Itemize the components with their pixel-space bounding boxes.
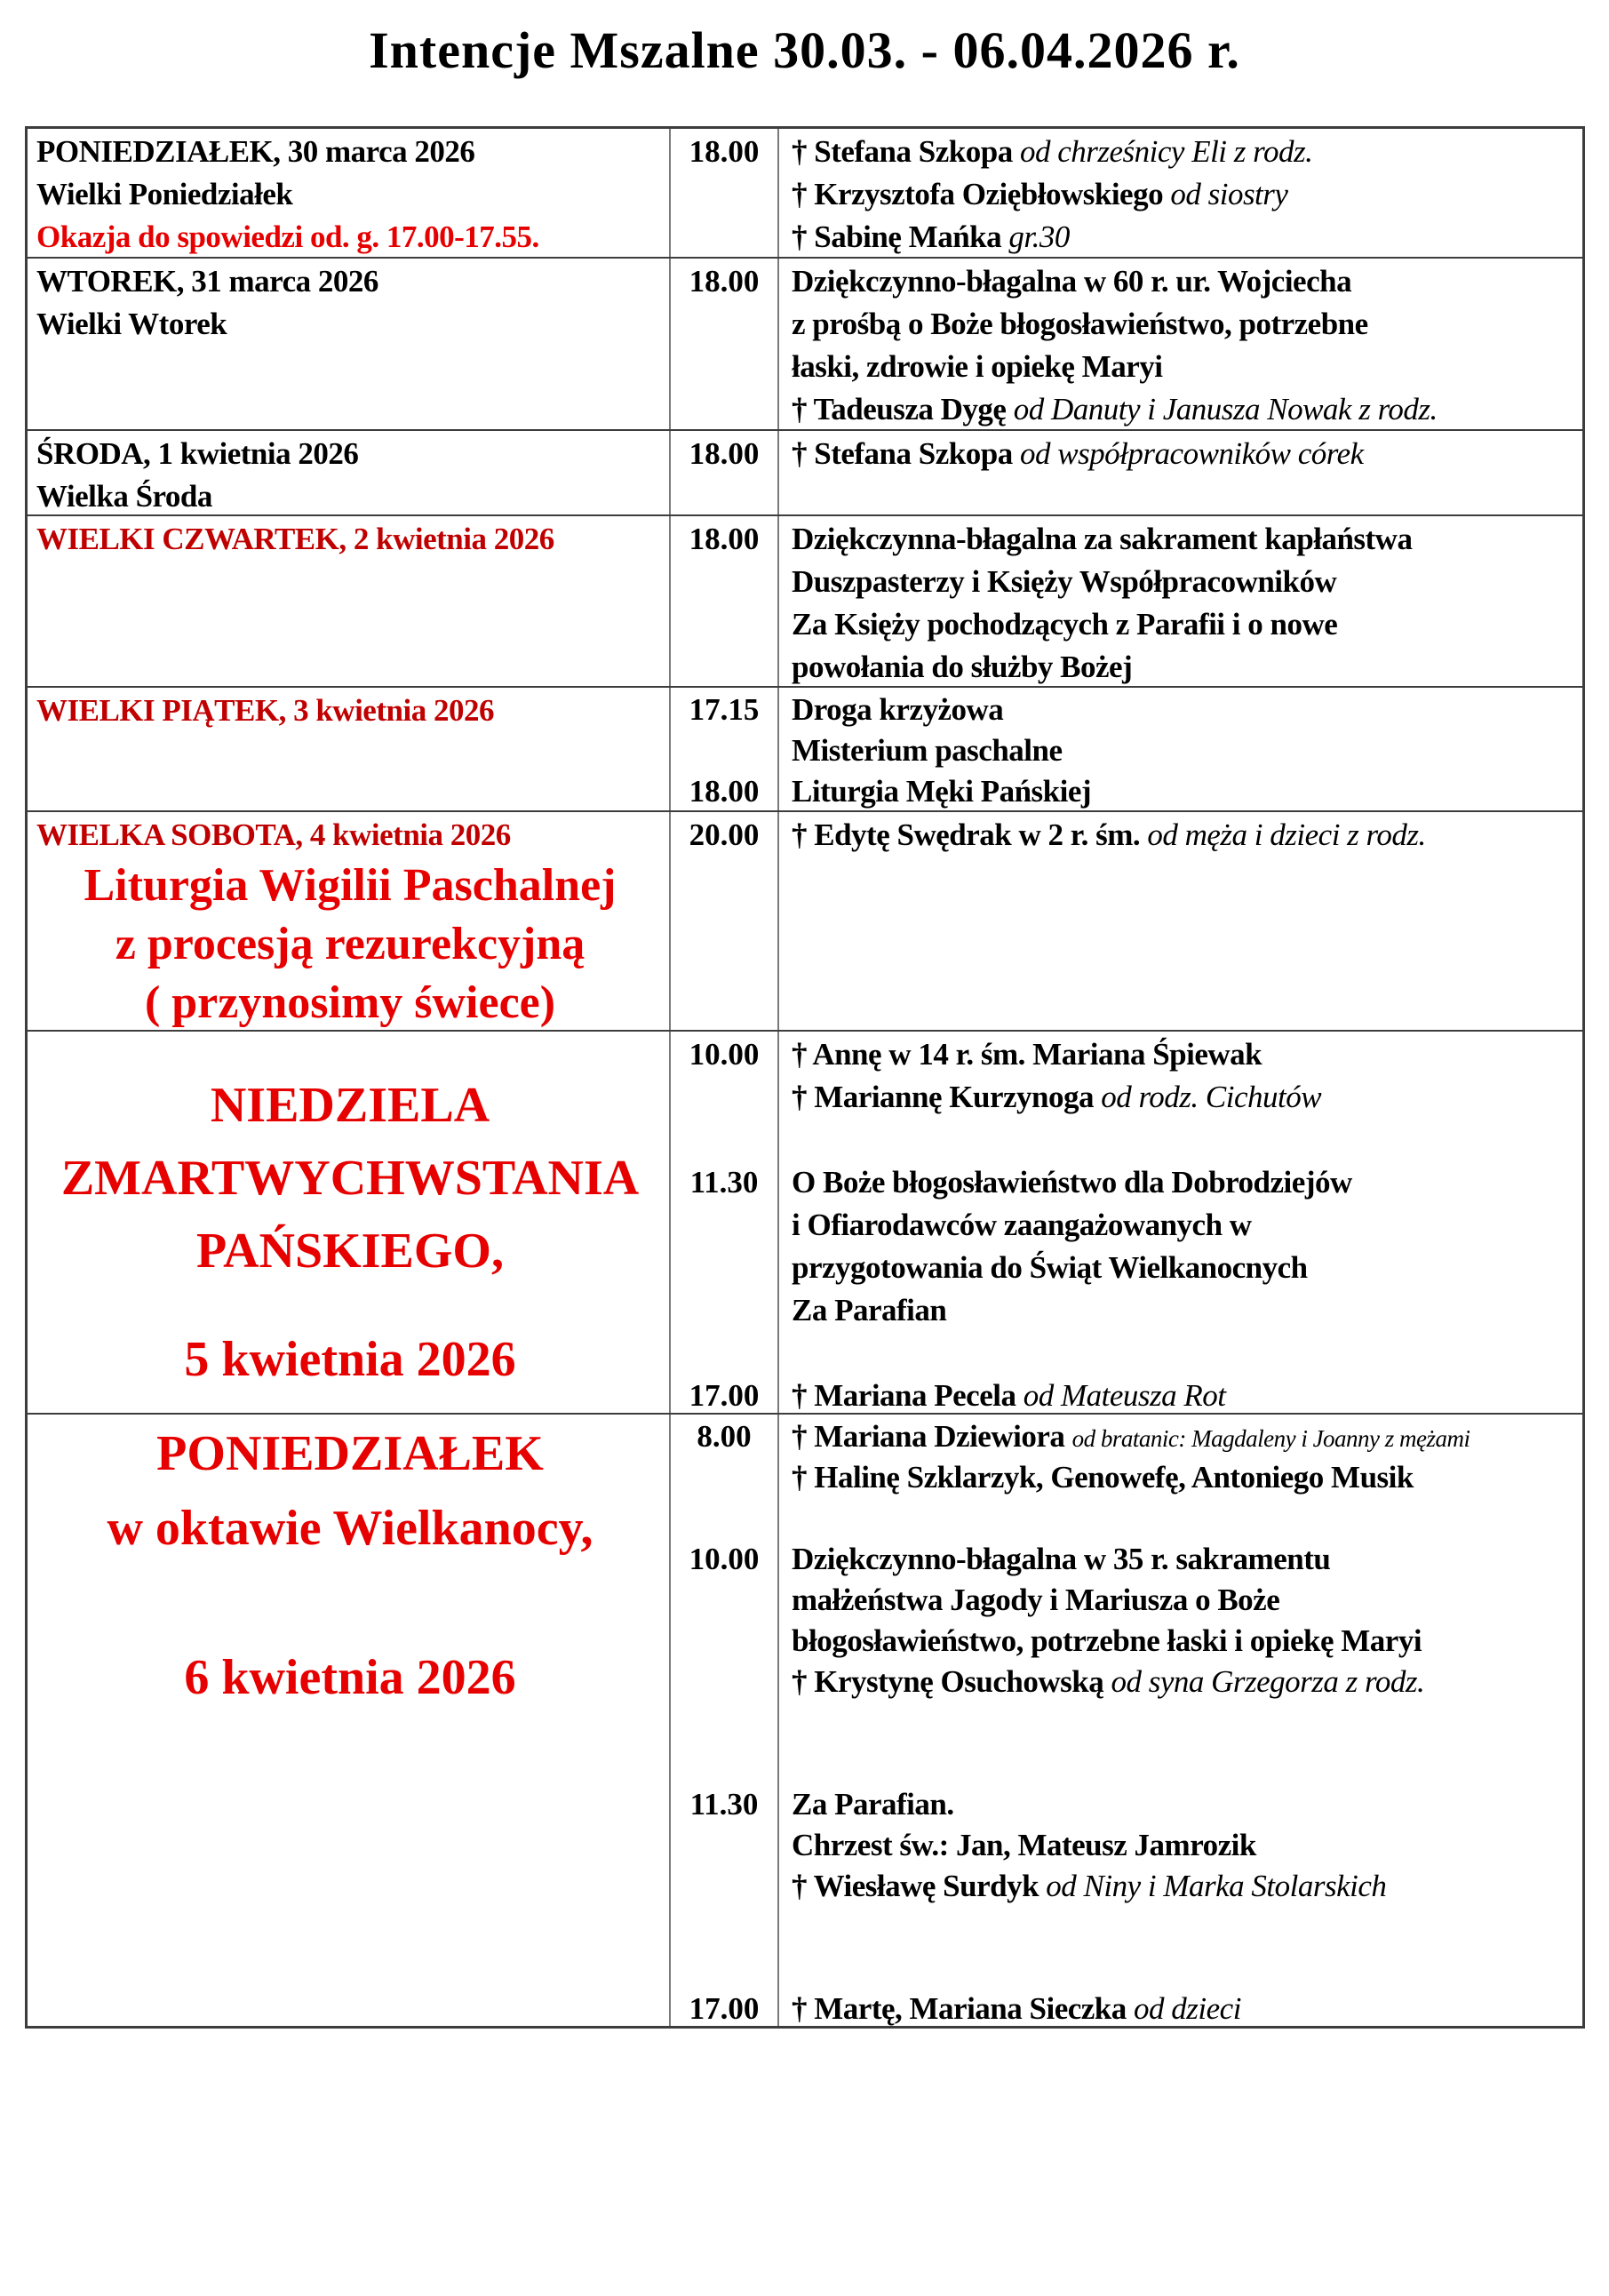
day-line: Wielki Wtorek: [36, 307, 227, 341]
blank-line: [671, 1204, 777, 1247]
day-line: WIELKA SOBOTA, 4 kwietnia 2026: [36, 817, 511, 852]
intention-text: † Tadeusza Dygę: [792, 392, 1014, 427]
intention-line: [792, 346, 1575, 388]
table-row-holy-saturday: [28, 810, 1582, 1030]
table-row-easter-sunday: [28, 1030, 1582, 1413]
intention-line: [792, 1204, 1575, 1247]
day-line: 5 kwietnia 2026: [184, 1332, 516, 1387]
mass-time: 17.15: [689, 692, 760, 727]
intentions-easter-sunday: [779, 1032, 1582, 1413]
mass-time: 18.00: [689, 264, 760, 299]
intention-text: Misterium paschalne: [792, 733, 1063, 768]
intention-text: † Mariannę Kurzynoga: [792, 1080, 1102, 1114]
document-page: [0, 21, 1609, 2296]
blank-line: [671, 1247, 777, 1289]
day-line: WIELKI PIĄTEK, 3 kwietnia 2026: [36, 693, 494, 728]
blank-line: [671, 388, 777, 429]
time-column-holy-tuesday: [671, 259, 779, 429]
mass-time: 18.00: [689, 774, 760, 809]
intention-line: [792, 1416, 1575, 1457]
time-column-easter-sunday: [671, 1032, 779, 1413]
intention-text: od męża i dzieci z rodz.: [1147, 817, 1426, 852]
intention-text: od rodz. Cichutów: [1101, 1080, 1322, 1114]
table-row-good-friday: [28, 686, 1582, 810]
intentions-holy-thursday: [779, 516, 1582, 686]
intentions-holy-saturday: [779, 812, 1582, 1030]
blank-line: [671, 603, 777, 646]
intention-line: [792, 1161, 1575, 1204]
blank-line: [792, 1702, 1575, 1743]
day-line: [36, 1566, 664, 1640]
blank-line: [671, 730, 777, 771]
day-cell-good-friday: [28, 688, 671, 810]
blank-line: [671, 173, 777, 216]
intention-line: [792, 690, 1575, 730]
mass-time: 11.30: [689, 1165, 759, 1200]
blank-line: [671, 1498, 777, 1539]
intention-text: † Krystynę Osuchowską: [792, 1664, 1111, 1699]
day-line: WIELKI CZWARTEK, 2 kwietnia 2026: [36, 522, 554, 556]
intention-text: z prośbą o Boże błogosławieństwo, potrzebne: [792, 307, 1368, 341]
mass-time: 20.00: [689, 817, 760, 852]
intention-text: Dziękczynno-błagalna w 35 r. sakramentu: [792, 1542, 1331, 1576]
mass-time: 17.00: [689, 1378, 760, 1413]
intention-text: błogosławieństwo, potrzebne łaski i opiekę Maryi: [792, 1623, 1422, 1658]
intention-line: [792, 1247, 1575, 1289]
day-line: z procesją rezurekcyjną: [115, 919, 585, 969]
intention-text: i Ofiarodawców zaangażowanych w: [792, 1208, 1252, 1242]
day-line: Okazja do spowiedzi od. g. 17.00-17.55.: [36, 219, 539, 254]
blank-line: [671, 1621, 777, 1662]
blank-line: [671, 1702, 777, 1743]
blank-line: [671, 1907, 777, 1948]
blank-line: [671, 561, 777, 603]
day-cell-easter-sunday: [28, 1032, 671, 1413]
intention-text: powołania do służby Bożej: [792, 650, 1133, 684]
intention-line: [792, 1539, 1575, 1580]
blank-line: [671, 1457, 777, 1498]
intention-line: [792, 561, 1575, 603]
day-line: WTOREK, 31 marca 2026: [36, 264, 378, 299]
blank-line: [671, 1289, 777, 1332]
time-column-holy-monday: [671, 129, 779, 257]
mass-time: 18.00: [689, 134, 760, 169]
intention-line: [792, 1825, 1575, 1866]
day-line: Wielki Poniedziałek: [36, 177, 293, 211]
intention-line: [792, 260, 1575, 303]
blank-line: [792, 1948, 1575, 1989]
intention-line: [792, 1033, 1575, 1076]
mass-time: 8.00: [697, 1419, 752, 1454]
intention-text: Liturgia Męki Pańskiej: [792, 774, 1092, 809]
intention-text: † Halinę Szklarzyk, Genowefę, Antoniego Musik: [792, 1460, 1414, 1495]
blank-line: [792, 1498, 1575, 1539]
blank-line: [671, 1332, 777, 1375]
intentions-good-friday: [779, 688, 1582, 810]
intention-line: [792, 433, 1575, 475]
intention-line: [792, 1621, 1575, 1662]
blank-line: [792, 1119, 1575, 1161]
intention-text: O Boże błogosławieństwo dla Dobrodziejów: [792, 1165, 1352, 1200]
mass-time: 17.00: [689, 1991, 760, 2026]
day-line: PONIEDZIAŁEK, 30 marca 2026: [36, 134, 475, 169]
intention-line: [792, 1457, 1575, 1498]
mass-time: 18.00: [689, 436, 760, 471]
intention-text: gr.30: [1008, 219, 1070, 254]
intention-text: przygotowania do Świąt Wielkanocnych: [792, 1250, 1308, 1285]
blank-line: [671, 303, 777, 346]
intention-line: [792, 730, 1575, 771]
table-row-holy-monday: [28, 129, 1582, 257]
blank-line: [671, 346, 777, 388]
intention-text: małżeństwa Jagody i Mariusza o Boże: [792, 1582, 1280, 1617]
intention-text: od siostry: [1170, 177, 1288, 211]
intentions-holy-wednesday: [779, 431, 1582, 514]
mass-time: 10.00: [689, 1542, 760, 1576]
intention-text: † Mariana Pecela: [792, 1378, 1024, 1413]
intentions-easter-monday: [779, 1415, 1582, 2026]
table-row-holy-thursday: [28, 514, 1582, 686]
day-line: [36, 1288, 664, 1323]
blank-line: [792, 1907, 1575, 1948]
day-cell-holy-saturday: [28, 812, 671, 1030]
day-line: ŚRODA, 1 kwietnia 2026: [36, 436, 359, 471]
intention-text: † Sabinę Mańka: [792, 219, 1009, 254]
intention-text: Dziękczynno-błagalna w 60 r. ur. Wojciecha: [792, 264, 1352, 299]
day-line: ZMARTWYCHWSTANIA: [60, 1151, 640, 1206]
intention-line: [792, 1580, 1575, 1621]
intention-text: † Stefana Szkopa: [792, 134, 1020, 169]
day-line: PONIEDZIAŁEK: [156, 1426, 544, 1481]
day-line: NIEDZIELA: [210, 1078, 490, 1133]
intention-line: [792, 1375, 1575, 1413]
mass-time: 11.30: [689, 1787, 759, 1822]
blank-line: [671, 1866, 777, 1907]
intention-text: Za Księży pochodzących z Parafii i o nowe: [792, 607, 1338, 642]
mass-time: 10.00: [689, 1037, 760, 1072]
blank-line: [671, 1119, 777, 1161]
intention-line: [792, 216, 1575, 257]
intention-line: [792, 1662, 1575, 1702]
intention-line: [792, 1866, 1575, 1907]
intention-line: [792, 1989, 1575, 2026]
day-line: PAŃSKIEGO,: [196, 1224, 504, 1279]
blank-line: [671, 1825, 777, 1866]
intention-text: † Annę w 14 r. śm. Mariana Śpiewak: [792, 1037, 1263, 1072]
mass-time: 18.00: [689, 522, 760, 556]
intention-text: od Mateusza Rot: [1023, 1378, 1226, 1413]
intention-line: [792, 1784, 1575, 1825]
blank-line: [671, 1743, 777, 1784]
day-line: Wielka Środa: [36, 479, 212, 514]
time-column-holy-thursday: [671, 516, 779, 686]
mass-intentions-table: [25, 126, 1585, 2029]
blank-line: [671, 1662, 777, 1702]
day-cell-holy-thursday: [28, 516, 671, 686]
intention-text: Chrzest św.: Jan, Mateusz Jamrozik: [792, 1828, 1256, 1862]
intention-text: Duszpasterzy i Księży Współpracowników: [792, 564, 1337, 599]
page-title: Intencje Mszalne 30.03. - 06.04.2026 r.: [369, 21, 1240, 79]
intention-text: † Martę, Mariana Sieczka: [792, 1991, 1135, 2026]
intention-text: od chrześnicy Eli z rodz.: [1019, 134, 1313, 169]
intention-line: [792, 173, 1575, 216]
intention-text: Za Parafian: [792, 1293, 947, 1327]
intention-text: od bratanic: Magdaleny i Joanny z mężami: [1071, 1425, 1470, 1452]
time-column-holy-saturday: [671, 812, 779, 1030]
intention-line: [792, 303, 1575, 346]
table-row-holy-wednesday: [28, 429, 1582, 514]
day-cell-easter-monday: [28, 1415, 671, 2026]
day-line: [36, 1033, 664, 1069]
intentions-holy-tuesday: [779, 259, 1582, 429]
time-column-good-friday: [671, 688, 779, 810]
intention-text: † Stefana Szkopa: [792, 436, 1020, 471]
blank-line: [671, 216, 777, 257]
intention-line: [792, 1289, 1575, 1332]
intentions-holy-monday: [779, 129, 1582, 257]
intention-text: łaski, zdrowie i opiekę Maryi: [792, 349, 1163, 384]
day-cell-holy-monday: [28, 129, 671, 257]
intention-line: [792, 131, 1575, 173]
blank-line: [671, 646, 777, 686]
day-line: Liturgia Wigilii Paschalnej: [84, 860, 617, 911]
table-row-holy-tuesday: [28, 257, 1582, 429]
intention-text: † Mariana Dziewiora: [792, 1419, 1072, 1454]
intention-text: od Danuty i Janusza Nowak z rodz.: [1013, 392, 1438, 427]
intention-text: Za Parafian.: [792, 1787, 954, 1822]
time-column-easter-monday: [671, 1415, 779, 2026]
intention-text: Dziękczynna-błagalna za sakrament kapłaństwa: [792, 522, 1413, 556]
intention-text: od dzieci: [1134, 1991, 1241, 2026]
blank-line: [792, 1743, 1575, 1784]
intention-line: [792, 388, 1575, 429]
blank-line: [671, 1076, 777, 1119]
intention-text: od współpracowników córek: [1019, 436, 1364, 471]
day-line: 6 kwietnia 2026: [184, 1650, 516, 1705]
blank-line: [671, 1580, 777, 1621]
intention-text: † Edytę Swędrak w 2 r. śm.: [792, 817, 1148, 852]
blank-line: [671, 1948, 777, 1989]
blank-line: [792, 1332, 1575, 1375]
table-row-easter-monday: [28, 1413, 1582, 2026]
intention-text: Droga krzyżowa: [792, 692, 1004, 727]
intention-text: † Wiesławę Surdyk: [792, 1869, 1047, 1903]
intention-line: [792, 646, 1575, 686]
intention-text: † Krzysztofa Oziębłowskiego: [792, 177, 1171, 211]
intention-text: od syna Grzegorza z rodz.: [1111, 1664, 1425, 1699]
day-line: ( przynosimy świece): [144, 977, 556, 1028]
intention-line: [792, 1076, 1575, 1119]
day-cell-holy-tuesday: [28, 259, 671, 429]
time-column-holy-wednesday: [671, 431, 779, 514]
day-cell-holy-wednesday: [28, 431, 671, 514]
day-line: w oktawie Wielkanocy,: [107, 1501, 593, 1556]
intention-line: [792, 603, 1575, 646]
intention-line: [792, 518, 1575, 561]
intention-line: [792, 814, 1575, 857]
intention-line: [792, 771, 1575, 810]
intention-text: od Niny i Marka Stolarskich: [1046, 1869, 1387, 1903]
